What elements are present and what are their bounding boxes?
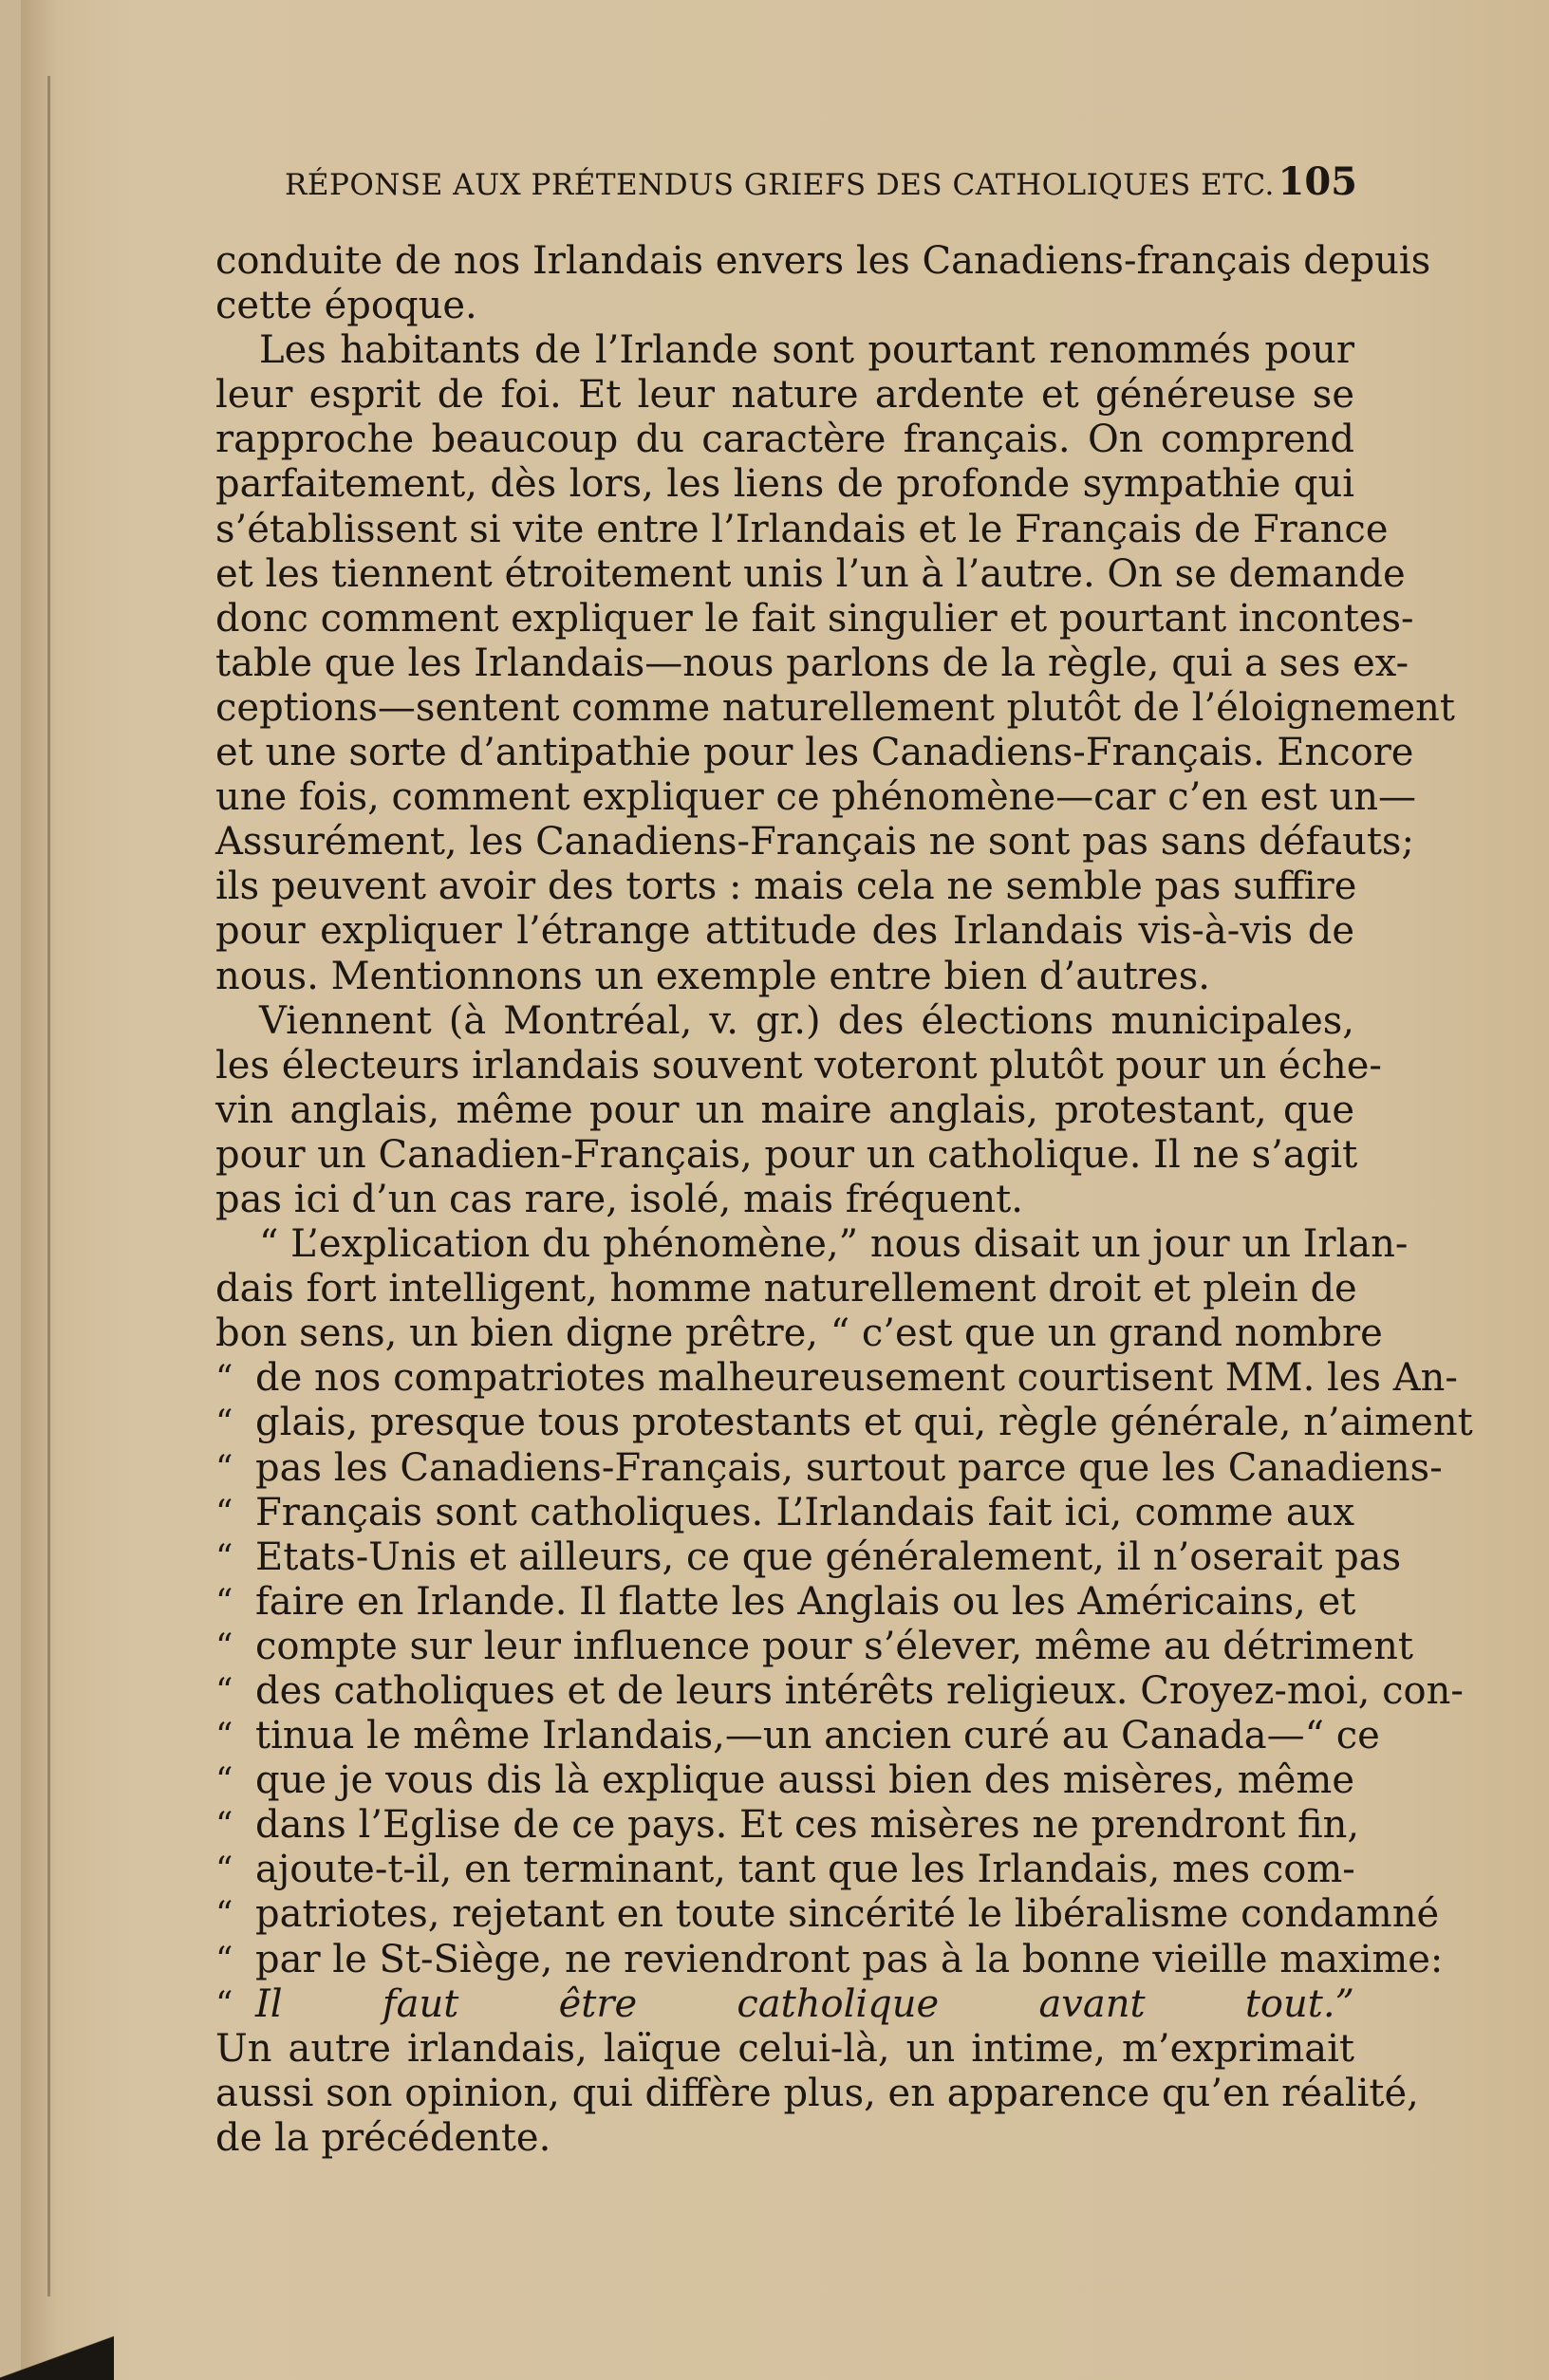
quoted-line	[215, 1401, 1473, 1445]
text-line: par le St-Siège, ne reviendront pas à la bonne vieille maxime:	[255, 1937, 1444, 1981]
quoted-line	[215, 1758, 1354, 1803]
text-line: pour un Canadien-Français, pour un catholique. Il ne s’agit	[215, 1132, 1358, 1177]
text-line: donc comment expliquer le fait singulier et pourtant incontes-	[215, 596, 1414, 641]
quoted-line	[215, 1892, 1440, 1937]
quote-mark: “	[215, 1984, 233, 2024]
quoted-line	[215, 1624, 1413, 1669]
body-text	[215, 239, 1473, 2161]
text-line: ajoute-t-il, en terminant, tant que les Irlandais, mes com-	[255, 1848, 1355, 1892]
text-line: Viennent (à Montréal, v. gr.) des élections municipales,	[259, 998, 1354, 1043]
quote-mark: “	[215, 1806, 233, 1846]
text-line: pas les Canadiens-Français, surtout parce que les Canadiens-	[255, 1445, 1443, 1490]
quoted-line	[215, 1803, 1360, 1848]
text-line: cette époque.	[215, 284, 477, 328]
text-line: et une sorte d’antipathie pour les Canadiens-Français. Encore	[215, 731, 1414, 775]
quoted-line	[215, 1669, 1464, 1714]
text-line: Français sont catholiques. L’Irlandais fait ici, comme aux	[255, 1490, 1354, 1534]
running-head: RÉPONSE AUX PRÉTENDUS GRIEFS DES CATHOLIQUES ETC.	[285, 168, 1275, 202]
text-line: de la précédente.	[215, 2115, 551, 2160]
page-number: 105	[1278, 159, 1357, 204]
text-line: parfaitement, dès lors, les liens de profonde sympathie qui	[215, 462, 1354, 507]
quote-mark: “	[215, 1895, 233, 1935]
text-line: “ L’explication du phénomène,” nous disait un jour un Irlan-	[259, 1222, 1409, 1267]
quote-mark: “	[215, 1359, 233, 1399]
text-line: et les tiennent étroitement unis l’un à l’autre. On se demande	[215, 551, 1406, 596]
quoted-line	[215, 1356, 1458, 1401]
quote-mark: “	[215, 1627, 233, 1666]
text-line: Les habitants de l’Irlande sont pourtant renommés pour	[259, 328, 1354, 373]
quote-mark: “	[215, 1940, 233, 1980]
text-line: ils peuvent avoir des torts : mais cela ne semble pas suffire	[215, 865, 1357, 909]
quote-mark: “	[215, 1672, 233, 1711]
quoted-line	[215, 1848, 1354, 1892]
quote-mark: “	[215, 1537, 233, 1577]
text-line: table que les Irlandais—nous parlons de la règle, qui a ses ex-	[215, 641, 1409, 685]
quoted-line	[215, 1445, 1443, 1491]
text-line: rapproche beaucoup du caractère français. On comprend	[215, 418, 1354, 462]
quoted-line	[215, 1534, 1402, 1580]
gutter-shadow	[47, 76, 50, 2296]
text-line: nous. Mentionnons un exemple entre bien d’autres.	[215, 954, 1210, 998]
quote-mark: “	[215, 1761, 233, 1801]
text-line: Assurément, les Canadiens-Français ne sont pas sans défauts;	[215, 820, 1414, 865]
text-line: des catholiques et de leurs intérêts religieux. Croyez-moi, con-	[255, 1669, 1464, 1713]
quote-mark: “	[215, 1404, 233, 1443]
page-header	[285, 159, 1357, 204]
quoted-line	[215, 1714, 1380, 1758]
quoted-line	[215, 1491, 1354, 1535]
text-line: les électeurs irlandais souvent voteront plutôt pour un éche-	[215, 1043, 1382, 1088]
text-line: patriotes, rejetant en toute sincérité le libéralisme condamné	[255, 1892, 1440, 1937]
text-line: Etats-Unis et ailleurs, ce que généralement, il n’oserait pas	[255, 1534, 1402, 1579]
text-line: pas ici d’un cas rare, isolé, mais fréquent.	[215, 1177, 1023, 1221]
text-line: tinua le même Irlandais,—un ancien curé au Canada—“ ce	[255, 1714, 1380, 1758]
quote-mark: “	[215, 1717, 233, 1757]
text-line: conduite de nos Irlandais envers les Canadiens-français depuis	[215, 239, 1431, 283]
scan-corner-shadow	[0, 2323, 114, 2380]
text-line: Un autre irlandais, laïque celui-là, un intime, m’exprimait	[215, 2026, 1354, 2071]
text-line: aussi son opinion, qui diffère plus, en apparence qu’en réalité,	[215, 2071, 1419, 2115]
text-line: que je vous dis là explique aussi bien des misères, même	[255, 1758, 1354, 1803]
text-line: ceptions—sentent comme naturellement plutôt de l’éloignement	[215, 685, 1455, 730]
text-line: compte sur leur influence pour s’élever, même au détriment	[255, 1624, 1413, 1668]
maxim-line: Il faut être catholique avant tout.”	[255, 1981, 1354, 2026]
quote-mark: “	[215, 1582, 233, 1622]
text-line: dans l’Eglise de ce pays. Et ces misères ne prendront fin,	[255, 1803, 1360, 1848]
text-line: pour expliquer l’étrange attitude des Irlandais vis-à-vis de	[215, 909, 1354, 954]
quote-mark: “	[215, 1850, 233, 1890]
book-page	[21, 0, 1549, 2380]
quote-mark: “	[215, 1493, 233, 1533]
quoted-line	[215, 1982, 1354, 2027]
text-line: bon sens, un bien digne prêtre, “ c’est que un grand nombre	[215, 1311, 1383, 1356]
text-line: une fois, comment expliquer ce phénomène—car c’en est un—	[215, 775, 1416, 820]
text-line: dais fort intelligent, homme naturellement droit et plein de	[215, 1267, 1357, 1311]
text-line: s’établissent si vite entre l’Irlandais et le Français de France	[215, 507, 1389, 551]
quote-mark: “	[215, 1448, 233, 1488]
quoted-line	[215, 1937, 1444, 1982]
text-line: vin anglais, même pour un maire anglais, protestant, que	[215, 1088, 1354, 1132]
quoted-line	[215, 1580, 1354, 1625]
text-line: faire en Irlande. Il flatte les Anglais ou les Américains, et	[255, 1579, 1356, 1624]
text-line: de nos compatriotes malheureusement courtisent MM. les An-	[255, 1356, 1458, 1401]
text-line: leur esprit de foi. Et leur nature ardente et généreuse se	[215, 373, 1354, 418]
text-line: glais, presque tous protestants et qui, règle générale, n’aiment	[255, 1401, 1473, 1445]
